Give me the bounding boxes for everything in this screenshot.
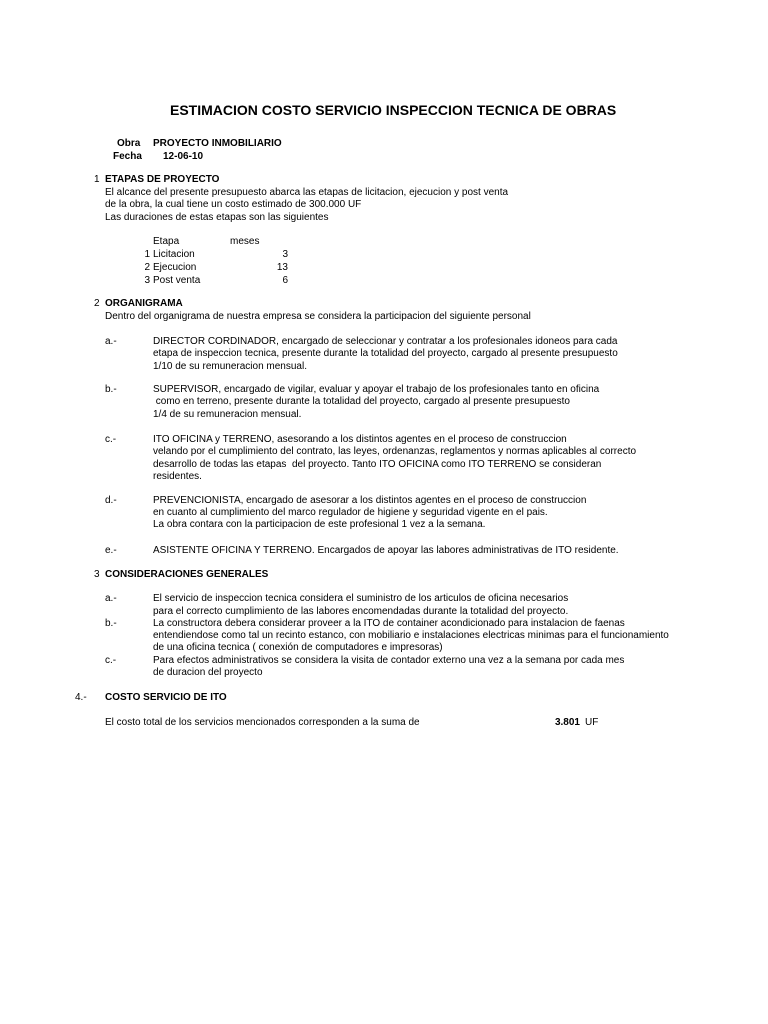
item-line: desarrollo de todas las etapas del proyecto. Tanto ITO OFICINA como ITO TERRENO se consideran [153, 459, 602, 470]
etapa-meses: 6 [282, 275, 288, 286]
item-line: SUPERVISOR, encargado de vigilar, evaluar y apoyar el trabajo de los profesionales tanto en oficina [153, 384, 600, 395]
item-line: etapa de inspeccion tecnica, presente durante la totalidad del proyecto, cargado al presente presupuesto [153, 348, 618, 359]
fecha-value: 12-06-10 [163, 151, 204, 162]
item-line: ITO OFICINA y TERRENO, asesorando a los distintos agentes en el proceso de construccion [153, 434, 567, 445]
etapa-name: Licitacion [153, 249, 195, 260]
item-line: La obra contara con la participacion de este profesional 1 vez a la semana. [153, 519, 486, 530]
section4-text: El costo total de los servicios mencionados corresponden a la suma de [105, 717, 420, 728]
item-line: ASISTENTE OFICINA Y TERRENO. Encargados de apoyar las labores administrativas de ITO residente. [153, 545, 619, 556]
item-label: a.- [105, 336, 117, 347]
section3-heading: CONSIDERACIONES GENERALES [105, 569, 269, 580]
section3-number: 3 [94, 569, 100, 580]
fecha-label: Fecha [113, 151, 142, 162]
section4-heading: COSTO SERVICIO DE ITO [105, 692, 227, 703]
etapa-number: 1 [144, 249, 150, 260]
section1-number: 1 [94, 174, 100, 185]
obra-value: PROYECTO INMOBILIARIO [153, 138, 282, 149]
etapa-meses: 3 [282, 249, 288, 260]
item-line: residentes. [153, 471, 202, 482]
item-label: e.- [105, 545, 117, 556]
item-line: 1/10 de su remuneracion mensual. [153, 361, 307, 372]
item-line: 1/4 de su remuneracion mensual. [153, 409, 302, 420]
etapa-column-header: Etapa [153, 236, 180, 247]
item-line: velando por el cumplimiento del contrato, las leyes, ordenanzas, reglamentos y normas aplicables al correcto [153, 446, 637, 457]
etapa-number: 3 [144, 275, 150, 286]
item-line: PREVENCIONISTA, encargado de asesorar a los distintos agentes en el proceso de construccion [153, 495, 587, 506]
item-label: a.- [105, 593, 117, 604]
etapa-name: Ejecucion [153, 262, 197, 273]
total-cost-unit: UF [585, 717, 599, 728]
total-cost-value: 3.801 [554, 717, 580, 728]
item-line: de duracion del proyecto [153, 667, 263, 678]
item-line: en cuanto al cumplimiento del marco regulador de higiene y seguridad vigente en el pais. [153, 507, 548, 518]
section1-line: El alcance del presente presupuesto abarca las etapas de licitacion, ejecucion y post venta [105, 187, 509, 198]
item-label: c.- [105, 434, 117, 445]
item-line: como en terreno, presente durante la totalidad del proyecto, cargado al presente presupuesto [153, 396, 570, 407]
item-line: El servicio de inspeccion tecnica considera el suministro de los articulos de oficina necesarios [153, 593, 569, 604]
section1-line: de la obra, la cual tiene un costo estimado de 300.000 UF [105, 199, 362, 210]
item-label: b.- [105, 618, 117, 629]
section1-line: Las duraciones de estas etapas son las siguientes [105, 212, 329, 223]
item-line: entendiendose como tal un recinto estanco, con mobiliario e instalaciones electricas minimas para el funcionamiento [153, 630, 669, 641]
item-label: b.- [105, 384, 117, 395]
section4-number: 4.- [75, 692, 87, 703]
section1-heading: ETAPAS DE PROYECTO [105, 174, 220, 185]
etapa-meses: 13 [276, 262, 288, 273]
item-line: La constructora debera considerar proveer a la ITO de container acondicionado para instalacion de faenas [153, 618, 625, 629]
etapa-name: Post venta [153, 275, 201, 286]
item-label: d.- [105, 495, 117, 506]
item-line: de una oficina tecnica ( conexión de computadores e impresoras) [153, 642, 443, 653]
section2-intro: Dentro del organigrama de nuestra empresa se considera la participacion del siguiente personal [105, 311, 531, 322]
item-line: para el correcto cumplimiento de las labores encomendadas durante la totalidad del proyecto. [153, 606, 569, 617]
section2-number: 2 [94, 298, 100, 309]
item-line: Para efectos administrativos se considera la visita de contador externo una vez a la semana por cada mes [153, 655, 625, 666]
item-line: DIRECTOR CORDINADOR, encargado de seleccionar y contratar a los profesionales idoneos para cada [153, 336, 618, 347]
document-title: ESTIMACION COSTO SERVICIO INSPECCION TECNICA DE OBRAS [170, 102, 617, 118]
item-label: c.- [105, 655, 117, 666]
etapa-number: 2 [144, 262, 150, 273]
section2-heading: ORGANIGRAMA [105, 298, 183, 309]
meses-column-header: meses [230, 236, 260, 247]
obra-label: Obra [117, 138, 141, 149]
